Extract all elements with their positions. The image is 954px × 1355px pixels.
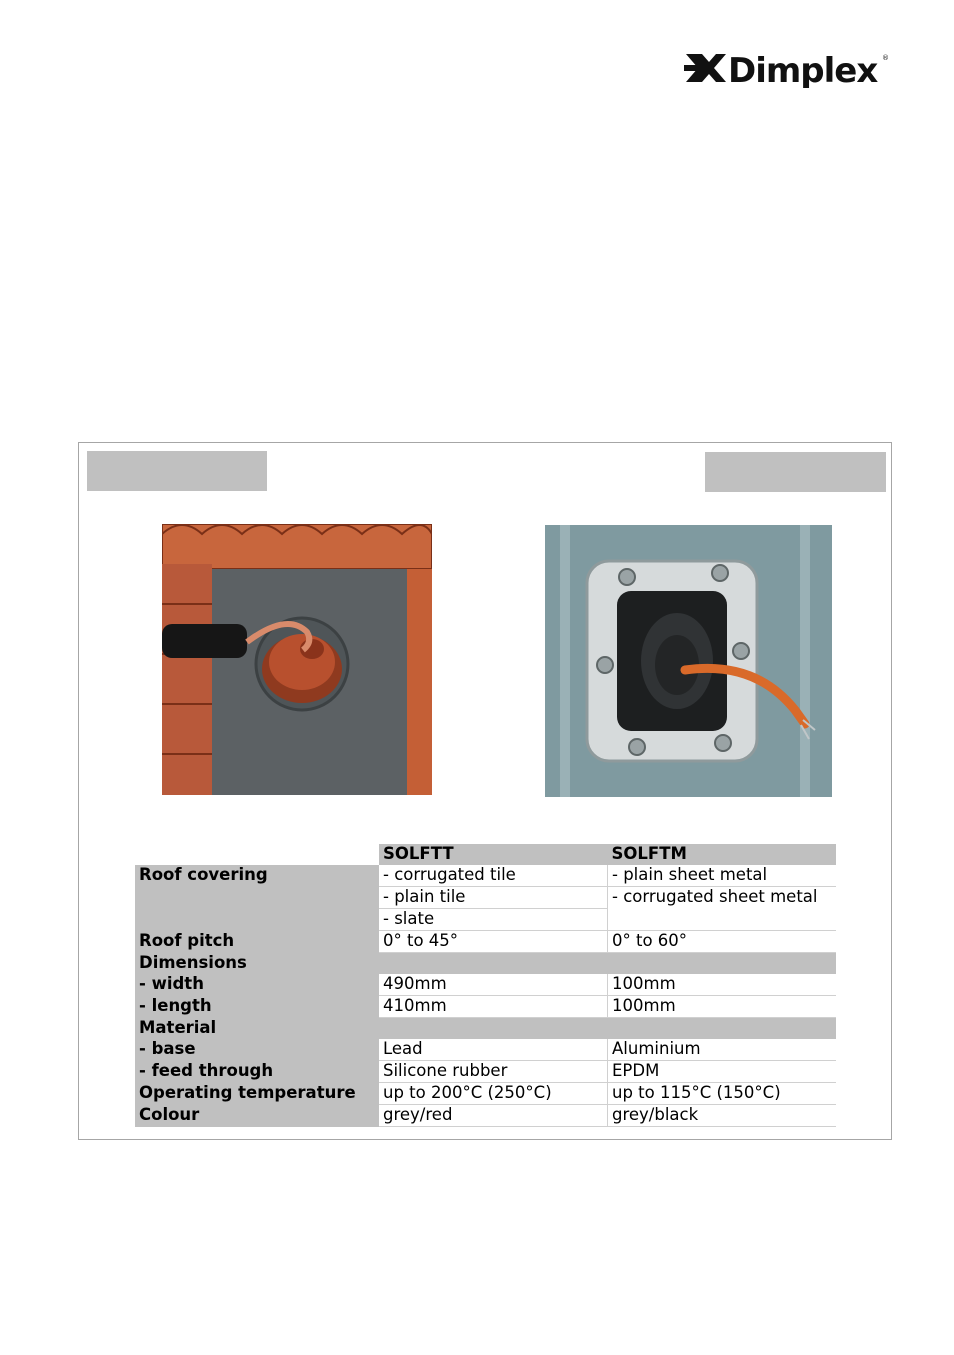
table-row-material: [135, 1018, 836, 1040]
solftm-cell: - corrugated sheet metal: [608, 887, 837, 931]
table-row-feed-through: [135, 1061, 836, 1083]
group-cell: [379, 1018, 608, 1040]
column-header-solftt: SOLFTT: [379, 844, 608, 865]
table-row-colour: [135, 1105, 836, 1127]
solftt-photo: [162, 524, 432, 795]
row-label: Dimensions: [135, 953, 379, 975]
solftm-cell: Aluminium: [608, 1039, 837, 1061]
table-row-dimensions: [135, 953, 836, 975]
solftt-cell: - corrugated tile: [379, 865, 608, 887]
row-label: - feed through: [135, 1061, 379, 1083]
row-label: Operating temperature: [135, 1083, 379, 1105]
solftm-cell: 100mm: [608, 974, 837, 996]
table-row-roof-covering: [135, 865, 836, 887]
row-label: Roof pitch: [135, 931, 379, 953]
row-label: - base: [135, 1039, 379, 1061]
registered-mark: ®: [882, 54, 889, 62]
solftm-cell: up to 115°C (150°C): [608, 1083, 837, 1105]
dimplex-symbol-icon: [684, 54, 726, 82]
group-cell: [608, 1018, 837, 1040]
solftt-cell: Lead: [379, 1039, 608, 1061]
solftt-cell: - slate: [379, 909, 608, 931]
header-blank-cell: [135, 844, 379, 865]
panel-tab-left: [87, 451, 267, 491]
solftt-cell: Silicone rubber: [379, 1061, 608, 1083]
solftt-cell: 490mm: [379, 974, 608, 996]
solftm-photo: [545, 525, 832, 797]
dimplex-logo: [684, 50, 890, 88]
column-header-solftm: SOLFTM: [608, 844, 837, 865]
row-label: Material: [135, 1018, 379, 1040]
row-label: - width: [135, 974, 379, 996]
table-header-row: [135, 844, 836, 865]
solftm-cell: - plain sheet metal: [608, 865, 837, 887]
specification-table: [135, 844, 836, 1127]
solftt-cell: - plain tile: [379, 887, 608, 909]
row-label: Roof covering: [135, 865, 379, 931]
table-row-width: [135, 974, 836, 996]
solftt-cell: 410mm: [379, 996, 608, 1018]
solftm-cell: grey/black: [608, 1105, 837, 1127]
solftt-cell: 0° to 45°: [379, 931, 608, 953]
table-row-operating-temperature: [135, 1083, 836, 1105]
table-row-base: [135, 1039, 836, 1061]
panel-tab-right: [705, 452, 886, 492]
group-cell: [379, 953, 608, 975]
table-row-roof-pitch: [135, 931, 836, 953]
group-cell: [608, 953, 837, 975]
row-label: Colour: [135, 1105, 379, 1127]
table-row-length: [135, 996, 836, 1018]
solftt-cell: up to 200°C (250°C): [379, 1083, 608, 1105]
brand-name: Dimplex: [728, 51, 878, 88]
solftt-cell: grey/red: [379, 1105, 608, 1127]
solftm-cell: EPDM: [608, 1061, 837, 1083]
solftm-cell: 100mm: [608, 996, 837, 1018]
row-label: - length: [135, 996, 379, 1018]
solftm-cell: 0° to 60°: [608, 931, 837, 953]
